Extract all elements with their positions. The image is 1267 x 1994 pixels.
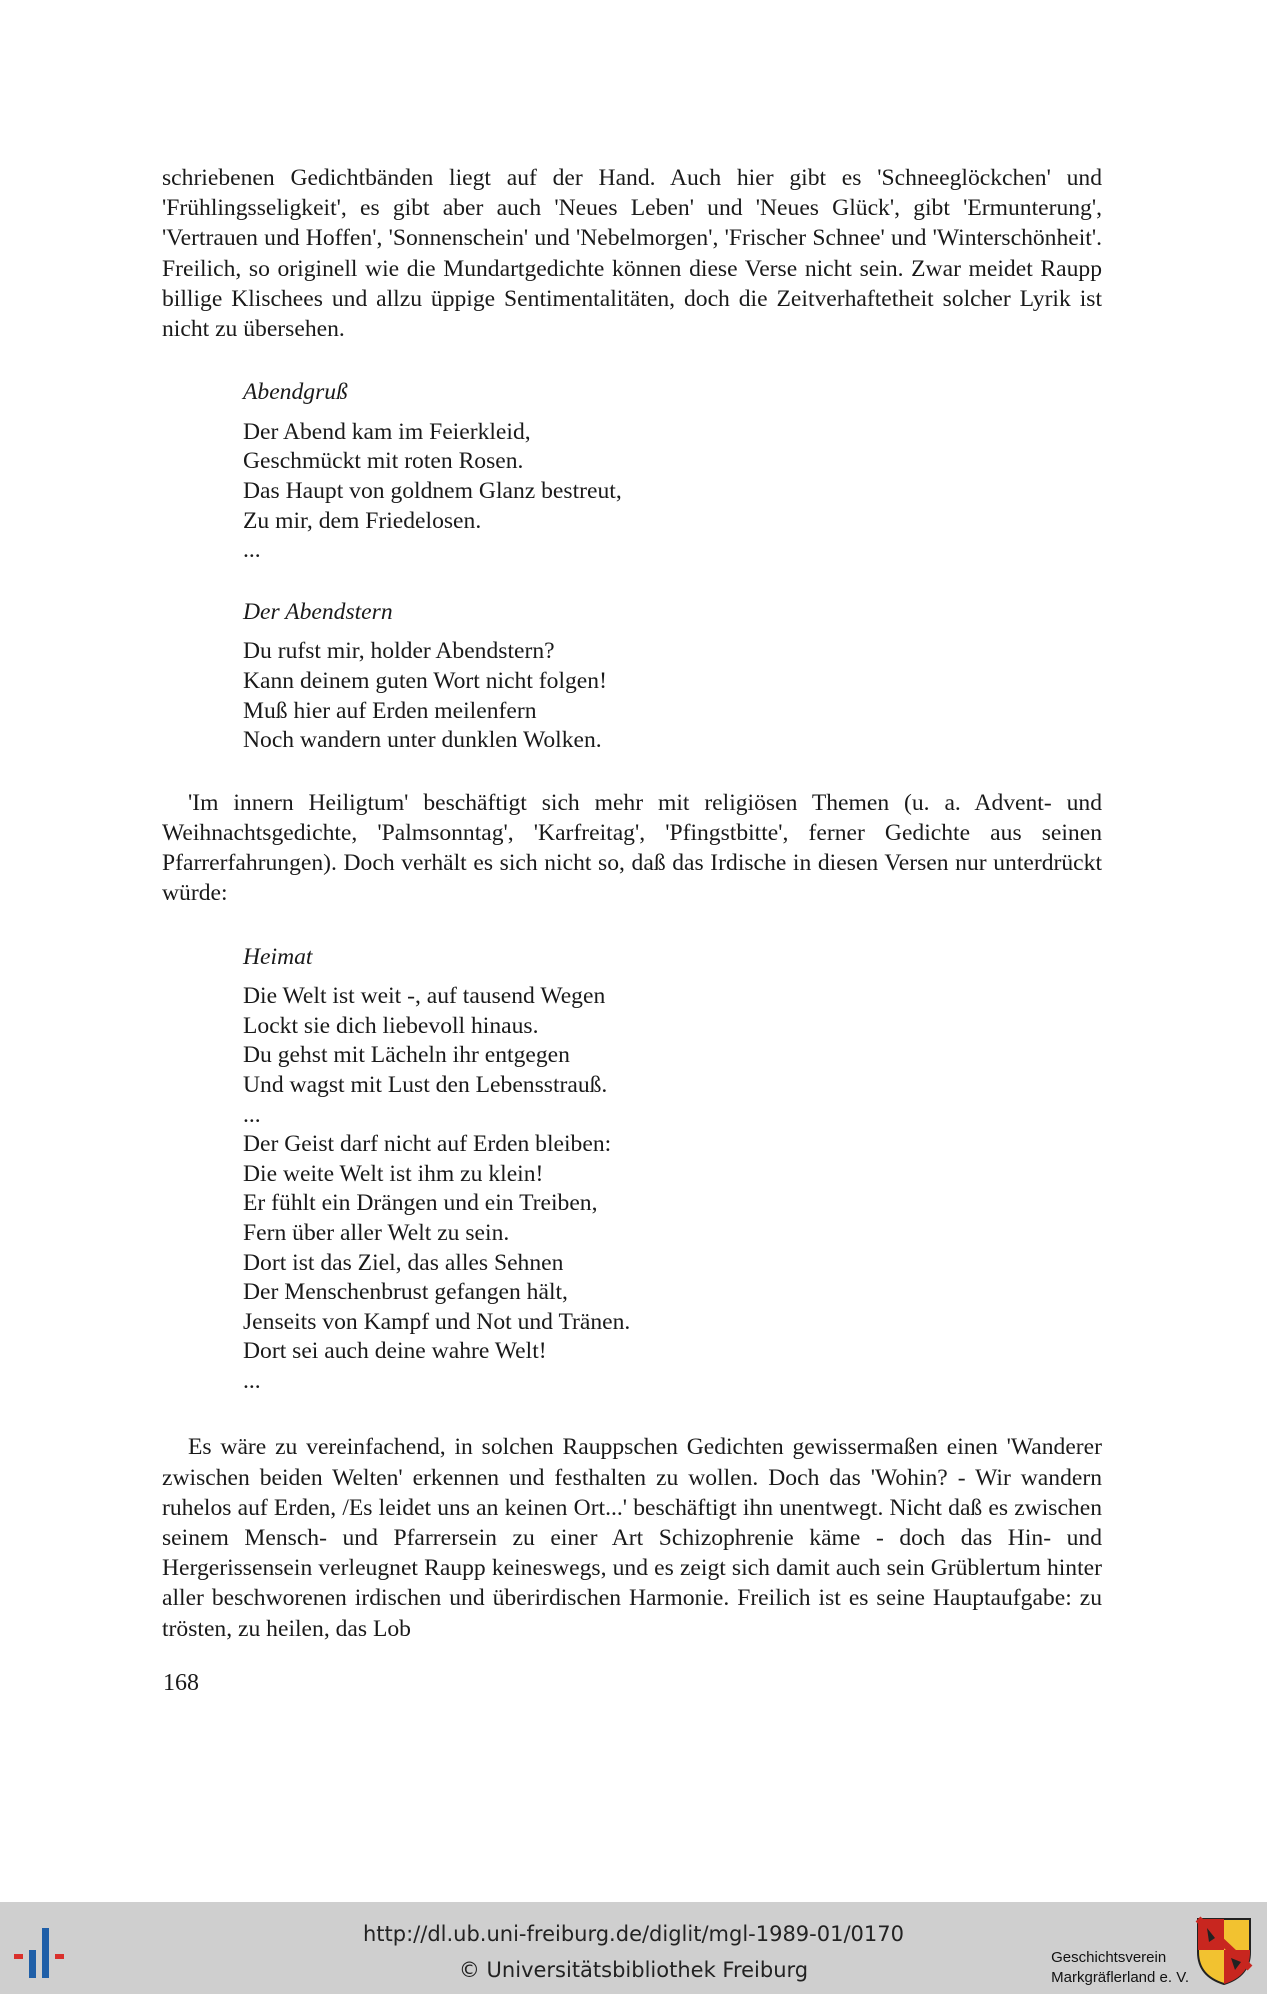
- poem-title: Der Abendstern: [243, 598, 393, 625]
- poem-line: Jenseits von Kampf und Not und Tränen.: [243, 1308, 631, 1335]
- poem-line: Geschmückt mit roten Rosen.: [243, 448, 524, 475]
- poem-line: Die weite Welt ist ihm zu klein!: [243, 1160, 544, 1187]
- poem-line: Du gehst mit Lächeln ihr entgegen: [243, 1042, 570, 1069]
- poem-line: Kann deinem guten Wort nicht folgen!: [243, 667, 607, 694]
- poem-line: Lockt sie dich liebevoll hinaus.: [243, 1012, 539, 1039]
- coat-of-arms-icon: [1195, 1916, 1253, 1986]
- poem-line: Noch wandern unter dunklen Wolken.: [243, 727, 602, 754]
- society-name: [1051, 1948, 1189, 1988]
- poem-heimat: [243, 943, 1102, 1397]
- poem-line: Du rufst mir, holder Abendstern?: [243, 638, 555, 665]
- poem-ellipsis: ...: [243, 1101, 261, 1128]
- poem-line: Zu mir, dem Friedelosen.: [243, 507, 482, 534]
- footer-bar: [0, 1902, 1267, 1994]
- page-number: 168: [163, 1670, 199, 1696]
- poem-title: Abendgruß: [243, 379, 348, 406]
- poem-ellipsis: ...: [243, 537, 261, 564]
- poem-line: Der Abend kam im Feierkleid,: [243, 418, 531, 445]
- poem-line: Der Geist darf nicht auf Erden bleiben:: [243, 1131, 612, 1158]
- society-line-1: Geschichtsverein: [1051, 1949, 1167, 1966]
- paragraph-3: Es wäre zu vereinfachend, in solchen Rauppschen Gedichten gewissermaßen einen 'Wanderer zwischen beiden Welten' erkennen und festhalten zu wollen. Doch das 'Wohin? - Wir wandern ruhelos auf Erden, /Es leidet uns an keinen Ort...' beschäftigt ihn unentwegt. Nicht daß es zwischen seinem Mensch- und Pfarrersein zu einer Art Schizophrenie käme - doch das Hin- und Hergerissensein verleugnet Raupp keineswegs, und es zeigt sich damit auch sein Grüblertum hinter aller beschworenen irdischen und überirdischen Harmonie. Freilich ist es seine Hauptaufgabe: zu trösten, zu heilen, das Lob: [162, 1434, 1102, 1642]
- poem-der-abendstern: [243, 598, 1102, 756]
- poem-line: Dort sei auch deine wahre Welt!: [243, 1338, 547, 1365]
- poem-line: Das Haupt von goldnem Glanz bestreut,: [243, 478, 622, 504]
- poem-line: Muß hier auf Erden meilenfern: [243, 697, 537, 724]
- society-line-2: Markgräflerland e. V.: [1051, 1969, 1189, 1986]
- paragraph-1: schriebenen Gedichtbänden liegt auf der Hand. Auch hier gibt es 'Schneeglöckchen' und 'Frühlingsseligkeit', es gibt aber auch 'Neues Leben' und 'Neues Glück', gibt 'Ermunterung', 'Vertrauen und Hoffen', 'Sonnenschein' und 'Nebelmorgen', 'Frischer Schnee' und 'Winterschönheit'. Freilich, so originell wie die Mundartgedichte können diese Verse nicht sein. Zwar meidet Raupp billige Klischees und allzu üppige Sentimentalitäten, doch die Zeitverhaftetheit solcher Lyrik ist nicht zu übersehen.: [162, 165, 1102, 343]
- poem-line: Und wagst mit Lust den Lebensstrauß.: [243, 1071, 608, 1098]
- permalink-url[interactable]: http://dl.ub.uni-freiburg.de/diglit/mgl-1989-01/0170: [362, 1922, 904, 1946]
- poem-title: Heimat: [243, 943, 313, 970]
- poem-abendgruss: [243, 378, 1102, 566]
- poem-line: Fern über aller Welt zu sein.: [243, 1219, 510, 1246]
- paragraph-2: 'Im innern Heiligtum' beschäftigt sich mehr mit religiösen Themen (u. a. Advent- und Weihnachtsgedichte, 'Palmsonntag', 'Karfreitag', 'Pfingstbitte', ferner Gedichte aus seinen Pfarrerfahrungen). Doch verhält es sich nicht so, daß das Irdische in diesen Versen nur unterdrückt würde:: [162, 789, 1102, 907]
- poem-line: Der Menschenbrust gefangen hält,: [243, 1279, 568, 1306]
- copyright-notice: © Universitätsbibliothek Freiburg: [458, 1958, 809, 1982]
- poem-ellipsis: ...: [243, 1367, 261, 1394]
- poem-line: Er fühlt ein Drängen und ein Treiben,: [243, 1190, 598, 1217]
- poem-line: Die Welt ist weit -, auf tausend Wegen: [243, 983, 606, 1010]
- poem-line: Dort ist das Ziel, das alles Sehnen: [243, 1249, 564, 1276]
- page-body: [162, 163, 1102, 1644]
